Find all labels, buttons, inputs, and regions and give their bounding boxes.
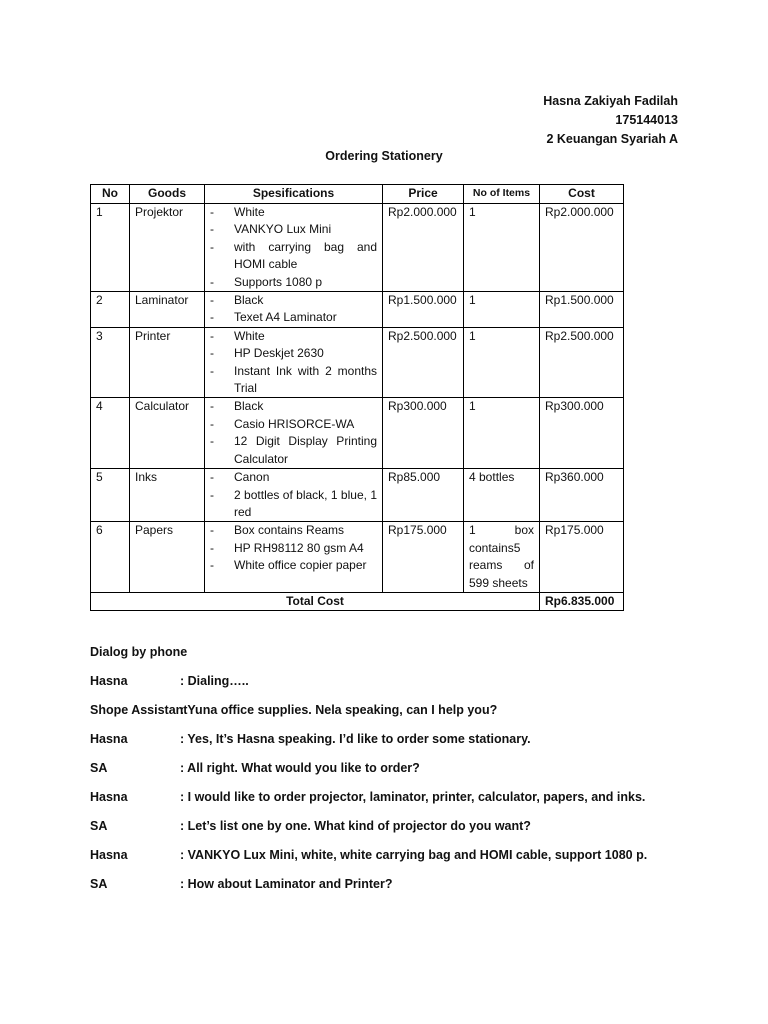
dialog-speaker: SA	[90, 877, 108, 891]
cell-goods: Laminator	[130, 292, 205, 328]
cell-no: 5	[91, 469, 130, 522]
spec-item: - 2 bottles of black, 1 blue, 1 red	[210, 487, 377, 519]
cell-items: 1	[464, 327, 540, 398]
dialog-line	[90, 730, 690, 759]
column-header-goods: Goods	[130, 185, 205, 204]
dialog-speaker: Hasna	[90, 732, 128, 746]
column-header-no: No	[91, 185, 130, 204]
dialog-speaker: Shope Assistant	[90, 703, 188, 717]
cell-items: 4 bottles	[464, 469, 540, 522]
cell-no: 4	[91, 398, 130, 469]
class-name: 2 Keuangan Syariah A	[546, 132, 678, 146]
dialog-line	[90, 788, 690, 817]
dialog-speaker: SA	[90, 761, 108, 775]
cell-specs	[205, 469, 383, 522]
cell-items: 1 box contains5 reams of 599 sheets	[464, 522, 540, 593]
spec-item: - HP RH98112 80 gsm A4	[210, 540, 364, 555]
column-header-cost: Cost	[540, 185, 624, 204]
spec-item: - VANKYO Lux Mini	[210, 222, 332, 237]
dialog-line	[90, 817, 690, 846]
spec-item: - 12 Digit Display Printing Calculator	[210, 434, 377, 466]
dialog-speech: : Let’s list one by one. What kind of projector do you want?	[180, 819, 531, 833]
cell-goods: Inks	[130, 469, 205, 522]
dialog-speech: : Yuna office supplies. Nela speaking, can I help you?	[180, 703, 498, 717]
cell-cost: Rp1.500.000	[540, 292, 624, 328]
cell-no: 3	[91, 327, 130, 398]
spec-item: - Box contains Reams	[210, 523, 345, 538]
cell-cost: Rp2.500.000	[540, 327, 624, 398]
spec-item: - with carrying bag and HOMI cable	[210, 239, 377, 272]
cell-cost: Rp2.000.000	[540, 204, 624, 292]
cell-price: Rp2.000.000	[383, 204, 464, 292]
cell-items: 1	[464, 292, 540, 328]
dialog-line	[90, 875, 690, 904]
table-row	[91, 469, 624, 522]
cell-specs	[205, 327, 383, 398]
total-cost-label: Total Cost	[91, 592, 540, 610]
spec-item: - White	[210, 205, 265, 219]
order-table	[90, 184, 624, 611]
dialog-speech: : Dialing…..	[180, 674, 249, 688]
cell-goods: Printer	[130, 327, 205, 398]
table-row	[91, 327, 624, 398]
cell-specs	[205, 522, 383, 593]
dialog-speech: : All right. What would you like to order?	[180, 761, 420, 775]
cell-no: 2	[91, 292, 130, 328]
author-block	[543, 92, 678, 149]
cell-price: Rp2.500.000	[383, 327, 464, 398]
spec-item: - Canon	[210, 470, 270, 485]
dialog-speech: : How about Laminator and Printer?	[180, 877, 393, 891]
cell-price: Rp85.000	[383, 469, 464, 522]
spec-item: - Texet A4 Laminator	[210, 310, 337, 325]
cell-goods: Calculator	[130, 398, 205, 469]
phone-dialog	[90, 643, 690, 904]
table-row	[91, 292, 624, 328]
spec-item: - Instant Ink with 2 months Trial	[210, 363, 377, 396]
cell-price: Rp300.000	[383, 398, 464, 469]
cell-no: 6	[91, 522, 130, 593]
table-header-row	[91, 185, 624, 204]
dialog-title: Dialog by phone	[90, 645, 188, 659]
column-header-items: No of Items	[464, 185, 540, 204]
dialog-speaker: Hasna	[90, 674, 128, 688]
column-header-specifications: Spesifications	[205, 185, 383, 204]
cell-specs	[205, 398, 383, 469]
cell-specs	[205, 292, 383, 328]
spec-item: - Supports 1080 p	[210, 274, 323, 289]
cell-items: 1	[464, 204, 540, 292]
column-header-price: Price	[383, 185, 464, 204]
spec-item: - White	[210, 328, 265, 343]
cell-price: Rp1.500.000	[383, 292, 464, 328]
author-name: Hasna Zakiyah Fadilah	[543, 94, 678, 108]
document-title: Ordering Stationery	[325, 149, 443, 163]
spec-item: - Black	[210, 399, 264, 414]
dialog-line	[90, 846, 690, 875]
dialog-line	[90, 672, 690, 701]
table-row	[91, 204, 624, 292]
dialog-speech: : Yes, It’s Hasna speaking. I’d like to order some stationary.	[180, 732, 531, 746]
table-row	[91, 522, 624, 593]
cell-cost: Rp175.000	[540, 522, 624, 593]
cell-cost: Rp300.000	[540, 398, 624, 469]
dialog-speaker: Hasna	[90, 848, 128, 862]
spec-item: - Casio HRISORCE-WA	[210, 416, 355, 431]
student-id: 175144013	[615, 113, 678, 127]
total-cost-value: Rp6.835.000	[540, 592, 624, 610]
dialog-speech: : VANKYO Lux Mini, white, white carrying bag and HOMI cable, support 1080 p.	[180, 848, 648, 862]
cell-cost: Rp360.000	[540, 469, 624, 522]
cell-no: 1	[91, 204, 130, 292]
table-row	[91, 398, 624, 469]
total-row	[91, 592, 624, 610]
cell-goods: Papers	[130, 522, 205, 593]
spec-item: - Black	[210, 293, 264, 308]
dialog-speaker: Hasna	[90, 790, 128, 804]
dialog-line	[90, 701, 690, 730]
cell-price: Rp175.000	[383, 522, 464, 593]
dialog-speech: : I would like to order projector, laminator, printer, calculator, papers, and inks.	[180, 790, 646, 804]
cell-items: 1	[464, 398, 540, 469]
spec-item: - White office copier paper	[210, 558, 367, 573]
spec-item: - HP Deskjet 2630	[210, 346, 324, 361]
cell-goods: Projektor	[130, 204, 205, 292]
dialog-speaker: SA	[90, 819, 108, 833]
cell-specs	[205, 204, 383, 292]
dialog-line	[90, 759, 690, 788]
